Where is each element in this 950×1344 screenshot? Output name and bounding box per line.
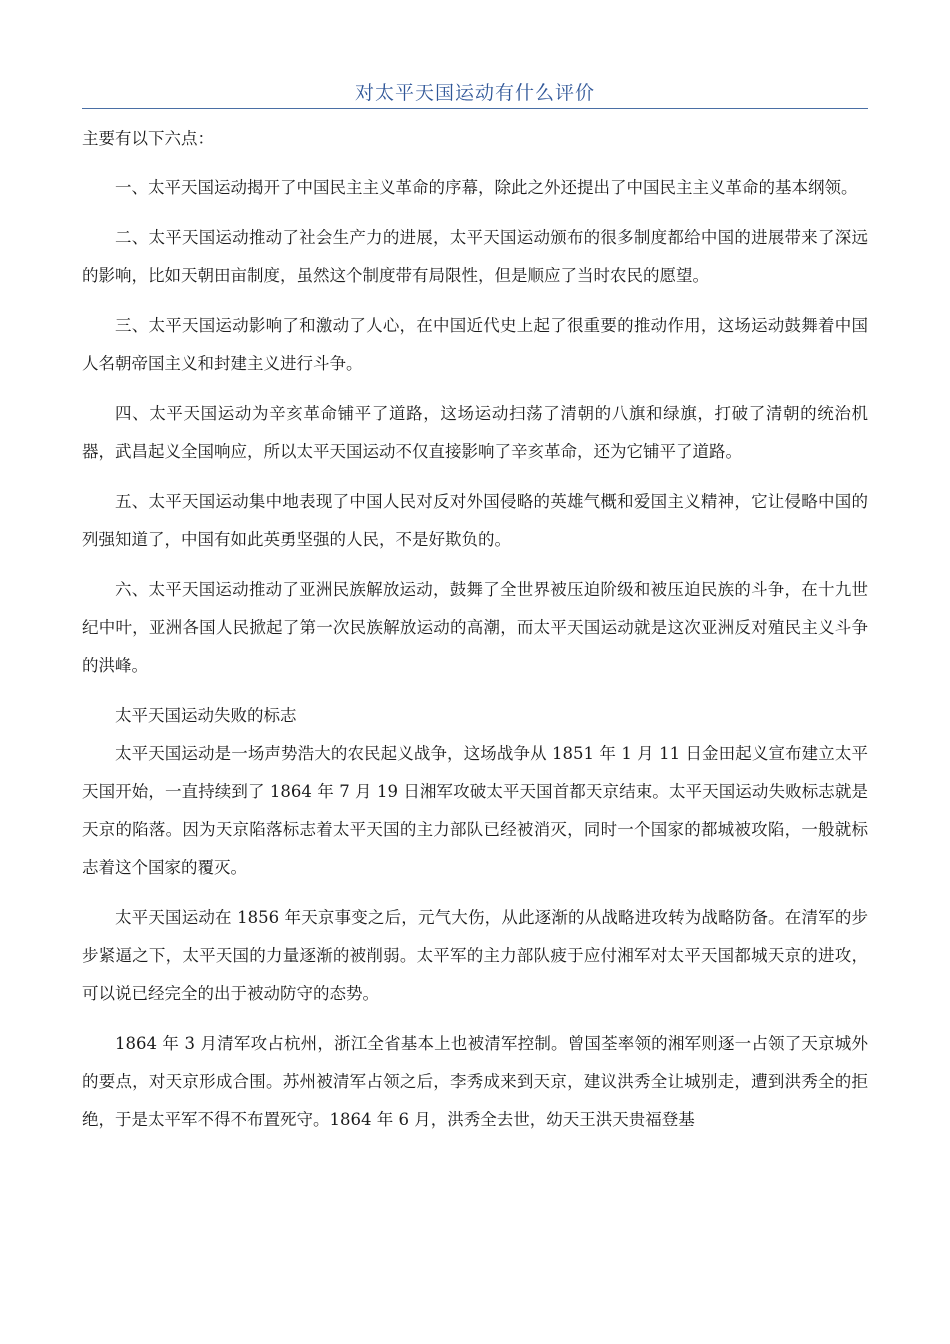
- point-paragraph-4: 四、太平天国运动为辛亥革命铺平了道路，这场运动扫荡了清朝的八旗和绿旗，打破了清朝的统治机器，武昌起义全国响应，所以太平天国运动不仅直接影响了辛亥革命，还为它铺平了道路。: [82, 404, 868, 461]
- section-paragraph-1: 太平天国运动是一场声势浩大的农民起义战争，这场战争从 1851 年 1 月 11 日金田起义宣布建立太平天国开始，一直持续到了 1864 年 7 月 19 日湘军攻破太平天国首都天京结束。太平天国运动失败标志就是天京的陷落。因为天京陷落标志着太平天国的主力部队已经被消灭，同时一个国家的都城被攻陷，一般就标志着这个国家的覆灭。: [82, 744, 868, 877]
- section-paragraph-3: 1864 年 3 月清军攻占杭州，浙江全省基本上也被清军控制。曾国荃率领的湘军则逐一占领了天京城外的要点，对天京形成合围。苏州被清军占领之后，李秀成来到天京，建议洪秀全让城别走，遭到洪秀全的拒绝，于是太平军不得不布置死守。1864 年 6 月，洪秀全去世，幼天王洪天贵福登基: [82, 1034, 868, 1129]
- section-heading: 太平天国运动失败的标志: [115, 706, 297, 725]
- section-paragraph-2: 太平天国运动在 1856 年天京事变之后，元气大伤，从此逐渐的从战略进攻转为战略防备。在清军的步步紧逼之下，太平天国的力量逐渐的被削弱。太平军的主力部队疲于应付湘军对太平天国都城天京的进攻，可以说已经完全的出于被动防守的态势。: [82, 908, 868, 1003]
- point-paragraph-6: 六、太平天国运动推动了亚洲民族解放运动，鼓舞了全世界被压迫阶级和被压迫民族的斗争，在十九世纪中叶，亚洲各国人民掀起了第一次民族解放运动的高潮，而太平天国运动就是这次亚洲反对殖民主义斗争的洪峰。: [82, 580, 868, 675]
- point-paragraph-1: 一、太平天国运动揭开了中国民主主义革命的序幕，除此之外还提出了中国民主主义革命的基本纲领。: [115, 178, 858, 197]
- point-paragraph-5: 五、太平天国运动集中地表现了中国人民对反对外国侵略的英雄气概和爱国主义精神，它让侵略中国的列强知道了，中国有如此英勇坚强的人民，不是好欺负的。: [82, 492, 868, 549]
- intro-text: 主要有以下六点：: [82, 129, 214, 148]
- point-paragraph-3: 三、太平天国运动影响了和激动了人心，在中国近代史上起了很重要的推动作用，这场运动鼓舞着中国人名朝帝国主义和封建主义进行斗争。: [82, 316, 868, 373]
- document-title: 对太平天国运动有什么评价: [82, 80, 868, 109]
- point-paragraph-2: 二、太平天国运动推动了社会生产力的进展，太平天国运动颁布的很多制度都给中国的进展带来了深远的影响，比如天朝田亩制度，虽然这个制度带有局限性，但是顺应了当时农民的愿望。: [82, 228, 868, 285]
- document-page: [82, 80, 868, 1139]
